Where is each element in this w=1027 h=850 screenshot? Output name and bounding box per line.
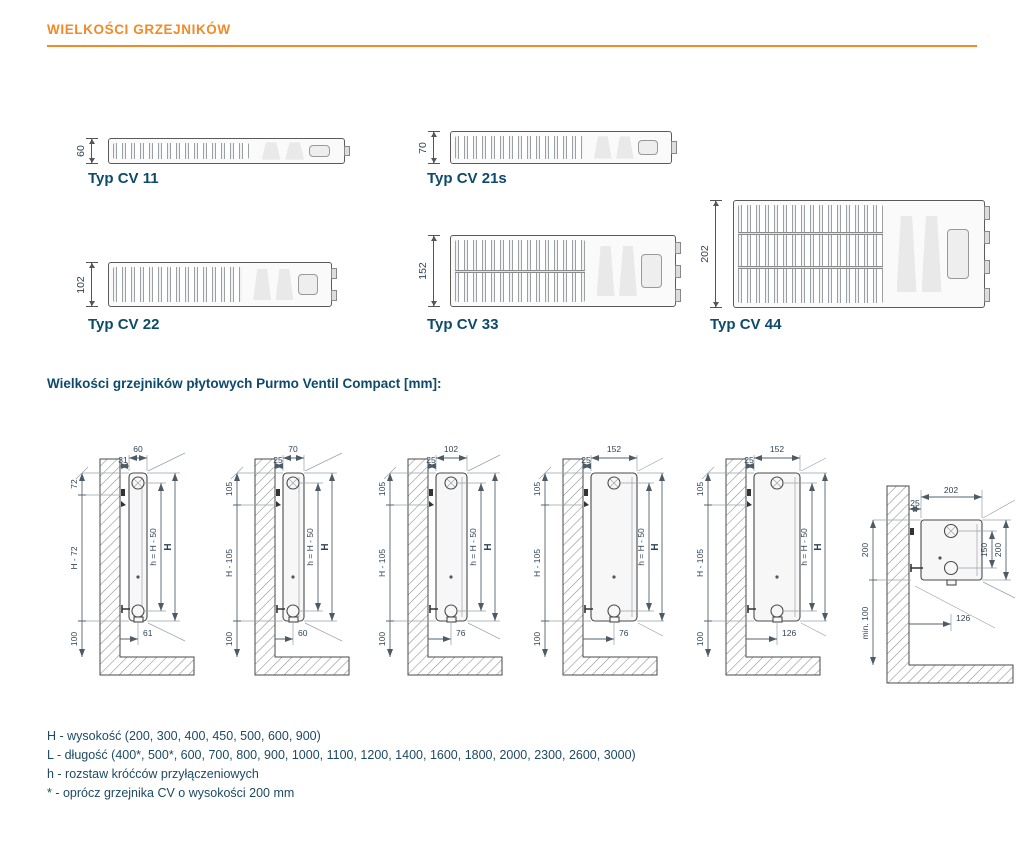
dim-wall-gap: 25 — [581, 455, 591, 465]
page-title: WIELKOŚCI GRZEJNIKÓW — [47, 22, 231, 37]
dim-wall-gap: 25 — [273, 455, 283, 465]
convector-fins — [113, 143, 249, 159]
valve-insert — [298, 274, 318, 295]
radiator-cross-section — [108, 138, 345, 164]
valve-insert — [309, 145, 330, 157]
dim-middle: H - 72 — [69, 546, 79, 570]
dim-bottom: 61 — [143, 628, 153, 638]
depth-value: 102 — [75, 275, 87, 294]
convector-fins — [738, 205, 883, 303]
type-label: Typ CV 44 — [710, 316, 782, 333]
dim-bottom: 76 — [456, 628, 466, 638]
radiator-body — [283, 473, 304, 621]
bottom-connection — [287, 605, 299, 617]
dim-top-width: 152 — [606, 444, 622, 454]
dim-lower: 100 — [377, 631, 387, 647]
dim-bottom: 60 — [298, 628, 308, 638]
radiator-body — [591, 473, 637, 621]
legend-line-asterisk: * - oprócz grzejnika CV o wysokości 200 mm — [47, 786, 295, 800]
dim-h: h = H - 50 — [799, 528, 809, 566]
dim-upper: 105 — [532, 481, 542, 497]
dim-wall-gap: 25 — [426, 455, 436, 465]
section-title: Wielkości grzejników płytowych Purmo Ventil Compact [mm]: — [47, 376, 442, 391]
dim-wall-gap: 31 — [118, 455, 128, 465]
wall-bracket — [276, 489, 280, 496]
dim-upper: 72 — [69, 479, 79, 489]
type-label: Typ CV 21s — [427, 170, 507, 187]
type-label: Typ CV 33 — [427, 316, 499, 333]
dim-h: h = H - 50 — [305, 528, 315, 566]
depth-value: 70 — [417, 141, 429, 154]
dim-h: h = H - 50 — [468, 528, 478, 566]
side-view-cv11 — [42, 425, 202, 675]
radiator-body — [129, 473, 147, 621]
wall-bracket — [910, 528, 914, 535]
bottom-connection — [132, 605, 144, 617]
dim-bottom: 126 — [782, 628, 797, 638]
dim-middle: H - 105 — [695, 549, 705, 577]
dim-H: H — [813, 543, 824, 551]
depth-dimension — [75, 262, 98, 307]
bottom-connection — [945, 562, 958, 575]
depth-dimension — [417, 131, 440, 164]
side-view-cv33 — [505, 425, 665, 675]
dim-top-width: 202 — [943, 485, 959, 495]
bottom-connection — [608, 605, 620, 617]
dim-H: H — [650, 543, 661, 551]
bottom-connection — [771, 605, 783, 617]
dim-lower: 100 — [224, 631, 234, 647]
radiator-body — [754, 473, 800, 621]
title-rule — [47, 45, 977, 47]
dim-middle: H - 105 — [224, 549, 234, 577]
wall-bracket — [121, 489, 125, 496]
radiator-cross-section — [450, 235, 676, 307]
bottom-connection — [445, 605, 457, 617]
convector-fins — [455, 136, 583, 159]
dim-top-width: 60 — [133, 444, 143, 454]
side-view-cv21s — [197, 425, 357, 675]
dim-h: h = H - 50 — [148, 528, 158, 566]
dim-inner-right: 150 — [979, 542, 989, 558]
dim-upper: 105 — [695, 481, 705, 497]
dim-bottom: 126 — [956, 613, 971, 623]
side-view-height200 — [845, 468, 1025, 683]
dim-middle: H - 105 — [377, 549, 387, 577]
dim-lower: 100 — [695, 631, 705, 647]
side-view-cv22 — [350, 425, 510, 675]
dim-top-width: 152 — [769, 444, 785, 454]
dim-H: H — [320, 543, 331, 551]
legend-line-H: H - wysokość (200, 300, 400, 450, 500, 600, 900) — [47, 729, 321, 743]
depth-dimension — [75, 138, 98, 164]
dim-outer-right: 200 — [993, 542, 1003, 558]
type-label: Typ CV 11 — [88, 170, 159, 187]
wall-bracket — [584, 489, 588, 496]
dim-lower: 100 — [532, 631, 542, 647]
type-label: Typ CV 22 — [88, 316, 160, 333]
dim-bottom: 76 — [619, 628, 629, 638]
dim-middle: H - 105 — [532, 549, 542, 577]
depth-dimension — [699, 200, 722, 308]
convector-fins — [113, 267, 242, 302]
valve-insert — [638, 140, 658, 155]
dim-left-bottom: min. 100 — [860, 606, 870, 640]
depth-value: 202 — [699, 245, 711, 263]
dim-h: h = H - 50 — [636, 528, 646, 566]
wall-bracket — [429, 489, 433, 496]
dim-H: H — [483, 543, 494, 551]
dim-top-width: 70 — [288, 444, 298, 454]
radiator-cross-section — [733, 200, 985, 308]
dim-H: H — [163, 543, 174, 551]
legend-line-h: h - rozstaw króćców przyłączeniowych — [47, 767, 259, 781]
depth-dimension — [417, 235, 440, 307]
dim-lower: 100 — [69, 631, 79, 647]
legend-line-L: L - długość (400*, 500*, 600, 700, 800, 900, 1000, 1100, 1200, 1400, 1600, 1800, 2000, 2300, 2600, 3000) — [47, 748, 636, 762]
valve-insert — [947, 229, 970, 280]
radiator-cross-section — [450, 131, 672, 164]
radiator-body — [436, 473, 467, 621]
dim-upper: 105 — [377, 481, 387, 497]
radiator-cross-section — [108, 262, 332, 307]
dim-wall-gap: 25 — [910, 498, 920, 508]
side-view-cv44 — [668, 425, 828, 675]
valve-insert — [641, 254, 661, 288]
depth-value: 152 — [417, 262, 429, 280]
depth-value: 60 — [75, 145, 87, 157]
dim-left-height: 200 — [860, 542, 870, 558]
legend — [47, 727, 636, 803]
dim-top-width: 102 — [443, 444, 459, 454]
wall-bracket — [747, 489, 751, 496]
dim-upper: 105 — [224, 481, 234, 497]
dim-wall-gap: 25 — [744, 455, 754, 465]
